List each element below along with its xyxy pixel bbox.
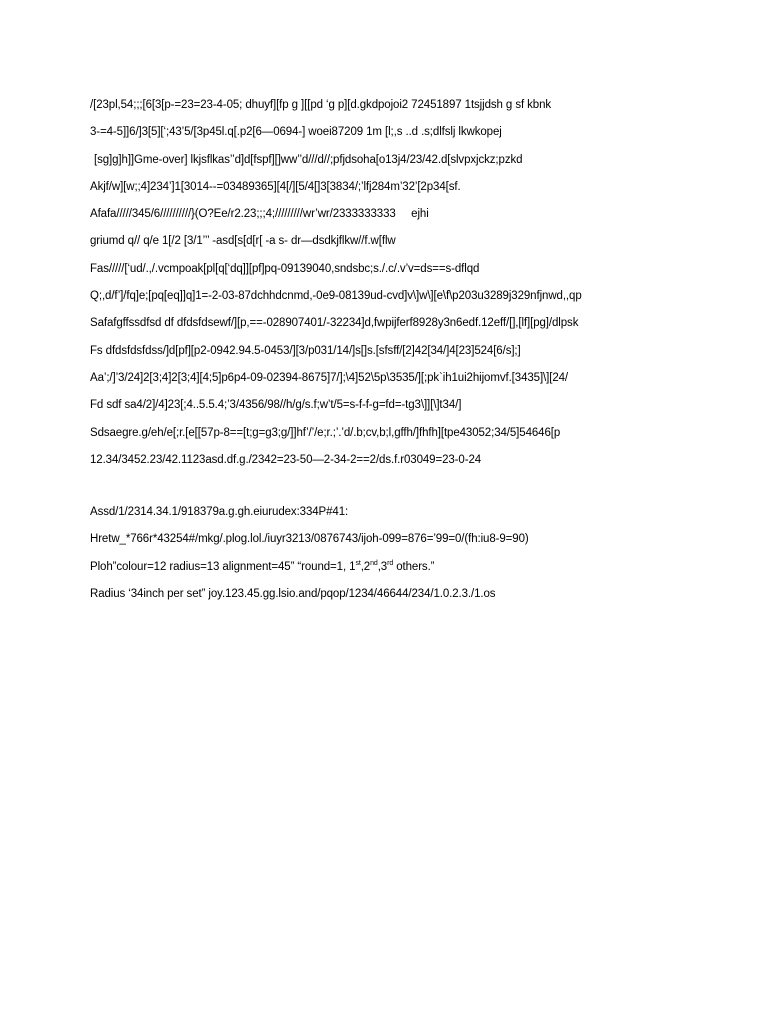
paragraph-spacer xyxy=(90,474,740,499)
text-line: Afafa/////345/6//////////}(O?Ee/r2.23;;;4;/////////wr’wr/2333333333 ejhi xyxy=(90,208,429,221)
text-line: Assd/1/2314.34.1/918379a.g.gh.eiurudex:334P#41: xyxy=(90,506,349,519)
text-line: 3-=4-5]]6/]3[5][‘;43’5/[3p45l.q[.p2[6—0694-] woei87209 1m [l;,s ..d .s;dlfslj lkwkopej xyxy=(90,126,502,139)
superscript: st xyxy=(355,559,361,567)
text-line: griumd q// q/e 1[/2 [3/1’’’ -asd[s[d[r[ -a s- dr—dsdkjflkw//f.w[flw xyxy=(90,235,396,248)
superscript: nd xyxy=(370,559,378,567)
text-line: Fas/////[‘ud/.,/.vcmpoak[pl[q[‘dq]][pf]pq-09139040,sndsbc;s./.c/.v’v=ds==s-dflqd xyxy=(90,262,480,275)
text-segment: Ploh”colour=12 radius=13 alignment=45” “round=1, 1 xyxy=(90,560,356,573)
text-segment: ,2 xyxy=(360,560,371,573)
text-line: [sg]g]h]]Gme-over] lkjsflkas’’d]d[fspf][]ww’’d///d//;pfjdsoha[o13j4/23/42.d[slvpxjckz;pzkd xyxy=(94,153,523,166)
text-line: Sdsaegre.g/eh/e[;r.[e[[57p-8==[t;g=g3;g/]]hf’/’/e;r.;’.’d/.b;cv,b;l,gffh/]fhfh][tpe43052;34/5]54646[p xyxy=(90,426,561,439)
text-segment: ,3 xyxy=(377,560,388,573)
document-body xyxy=(90,92,740,608)
text-line: Q;,d/f’]/fq]e;[pq[eq]]q]1=-2-03-87dchhdcnmd,-0e9-08139ud-cvd]v\]w\][e\f\p203u3289j329nfjnwd,,qp xyxy=(90,290,582,303)
text-line: 12.34/3452.23/42.1123asd.df.g./2342=23-50—2-34-2==2/ds.f.r03049=23-0-24 xyxy=(90,453,482,466)
text-line: Aa’;/]’3/24]2[3;4]2[3;4][4;5]p6p4-09-02394-8675]7/];\4]52\5p\3535/][;pk`ih1ui2hijomvf.[3435]\][24/ xyxy=(90,371,569,384)
text-line: Akjf/w][w;;4]234’]1[3014--=03489365][4[/][5/4[]3[3834/;’lfj284m’32’[2p34[sf. xyxy=(90,180,461,193)
text-line-ploh xyxy=(90,554,740,581)
text-line: Hretw_*766r*43254#/mkg/.plog.lol./iuyr3213/0876743/ijoh-099=876=’99=0/(fh:iu8-9=90) xyxy=(90,533,529,546)
text-line: Fs dfdsfdsfdss/]d[pf][p2-0942.94.5-0453/][3/p031/14/]s[]s.[sfsff/[2]42[34/]4[23]524[6/s];] xyxy=(90,344,521,357)
text-line: Safafgffssdfsd df dfdsfdsewf/][p,==-028907401/-32234]d,fwpijferf8928y3n6edf.12eff/[],[lf][pg]/dlpsk xyxy=(90,317,579,330)
text-segment: others.” xyxy=(393,560,435,573)
text-line-radius: Radius ‘34inch per set” joy.123.45.gg.lsio.and/pqop/1234/46644/234/1.0.2.3./1.os xyxy=(90,588,496,601)
text-line: Fd sdf sa4/2]/4]23[;4..5.5.4;’3/4356/98//h/g/s.f;w’t/5=s-f-f-g=fd=-tg3\]][\]t34/] xyxy=(90,399,462,412)
text-line: /[23pl,54;;;[6[3[p-=23=23-4-05; dhuyf][fp g ][[pd ‘g p][d.gkdpojoi2 72451897 1tsjjdsh g sf kbnk xyxy=(90,99,552,111)
superscript: rd xyxy=(387,559,394,567)
